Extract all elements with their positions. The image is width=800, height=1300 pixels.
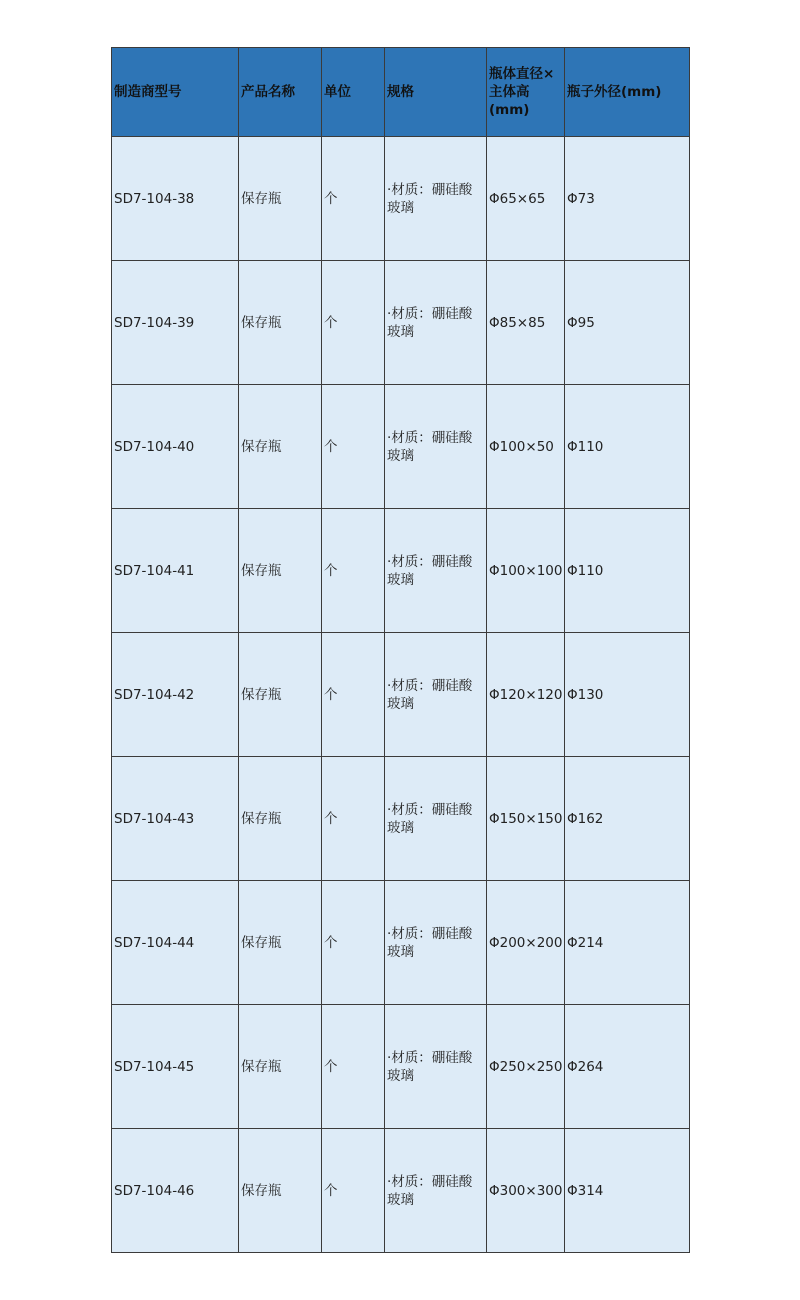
cell-unit: 个	[322, 137, 385, 261]
cell-body-diameter-height: Φ100×100	[487, 509, 565, 633]
cell-body-diameter-height: Φ85×85	[487, 261, 565, 385]
cell-unit: 个	[322, 1005, 385, 1129]
cell-outer-diameter: Φ130	[565, 633, 690, 757]
spec-text: ·材质：硼硅酸玻璃	[387, 925, 473, 960]
header-specification: 规格	[385, 48, 487, 137]
cell-outer-diameter: Φ162	[565, 757, 690, 881]
table-row	[112, 137, 690, 261]
table-row	[112, 261, 690, 385]
cell-specification	[385, 757, 487, 881]
spec-text: ·材质：硼硅酸玻璃	[387, 305, 473, 340]
cell-body-diameter-height: Φ65×65	[487, 137, 565, 261]
table-row	[112, 633, 690, 757]
cell-specification	[385, 137, 487, 261]
cell-unit: 个	[322, 633, 385, 757]
cell-model-number: SD7-104-43	[112, 757, 239, 881]
cell-specification	[385, 633, 487, 757]
table-row	[112, 1005, 690, 1129]
cell-specification	[385, 1129, 487, 1253]
cell-unit: 个	[322, 757, 385, 881]
cell-specification	[385, 1005, 487, 1129]
cell-model-number: SD7-104-46	[112, 1129, 239, 1253]
spec-text: ·材质：硼硅酸玻璃	[387, 553, 473, 588]
cell-product-name: 保存瓶	[239, 385, 322, 509]
cell-unit: 个	[322, 1129, 385, 1253]
cell-product-name: 保存瓶	[239, 1129, 322, 1253]
cell-outer-diameter: Φ110	[565, 385, 690, 509]
cell-outer-diameter: Φ214	[565, 881, 690, 1005]
cell-body-diameter-height: Φ200×200	[487, 881, 565, 1005]
header-model-number: 制造商型号	[112, 48, 239, 137]
cell-unit: 个	[322, 261, 385, 385]
cell-product-name: 保存瓶	[239, 1005, 322, 1129]
cell-model-number: SD7-104-42	[112, 633, 239, 757]
table-row	[112, 509, 690, 633]
spec-text: ·材质：硼硅酸玻璃	[387, 1173, 473, 1208]
cell-specification	[385, 881, 487, 1005]
cell-model-number: SD7-104-38	[112, 137, 239, 261]
cell-outer-diameter: Φ95	[565, 261, 690, 385]
header-product-name: 产品名称	[239, 48, 322, 137]
spec-text: ·材质：硼硅酸玻璃	[387, 801, 473, 836]
cell-model-number: SD7-104-39	[112, 261, 239, 385]
cell-unit: 个	[322, 385, 385, 509]
table-row	[112, 1129, 690, 1253]
cell-body-diameter-height: Φ100×50	[487, 385, 565, 509]
table-row	[112, 757, 690, 881]
cell-specification	[385, 261, 487, 385]
cell-model-number: SD7-104-45	[112, 1005, 239, 1129]
cell-model-number: SD7-104-41	[112, 509, 239, 633]
cell-outer-diameter: Φ73	[565, 137, 690, 261]
cell-product-name: 保存瓶	[239, 757, 322, 881]
cell-specification	[385, 385, 487, 509]
table-header-row	[112, 48, 690, 137]
cell-product-name: 保存瓶	[239, 509, 322, 633]
header-outer-diameter: 瓶子外径(mm)	[565, 48, 690, 137]
spec-text: ·材质：硼硅酸玻璃	[387, 1049, 473, 1084]
cell-product-name: 保存瓶	[239, 881, 322, 1005]
cell-unit: 个	[322, 509, 385, 633]
cell-outer-diameter: Φ314	[565, 1129, 690, 1253]
cell-body-diameter-height: Φ300×300	[487, 1129, 565, 1253]
cell-product-name: 保存瓶	[239, 633, 322, 757]
product-spec-table	[111, 47, 690, 1253]
cell-model-number: SD7-104-44	[112, 881, 239, 1005]
table-row	[112, 385, 690, 509]
cell-body-diameter-height: Φ120×120	[487, 633, 565, 757]
cell-body-diameter-height: Φ150×150	[487, 757, 565, 881]
cell-specification	[385, 509, 487, 633]
cell-model-number: SD7-104-40	[112, 385, 239, 509]
header-unit: 单位	[322, 48, 385, 137]
table-row	[112, 881, 690, 1005]
spec-text: ·材质：硼硅酸玻璃	[387, 677, 473, 712]
cell-outer-diameter: Φ110	[565, 509, 690, 633]
cell-outer-diameter: Φ264	[565, 1005, 690, 1129]
header-body-diameter-height: 瓶体直径×主体高(mm)	[487, 48, 565, 137]
cell-body-diameter-height: Φ250×250	[487, 1005, 565, 1129]
cell-product-name: 保存瓶	[239, 137, 322, 261]
spec-text: ·材质：硼硅酸玻璃	[387, 429, 473, 464]
cell-unit: 个	[322, 881, 385, 1005]
cell-product-name: 保存瓶	[239, 261, 322, 385]
spec-text: ·材质：硼硅酸玻璃	[387, 181, 473, 216]
